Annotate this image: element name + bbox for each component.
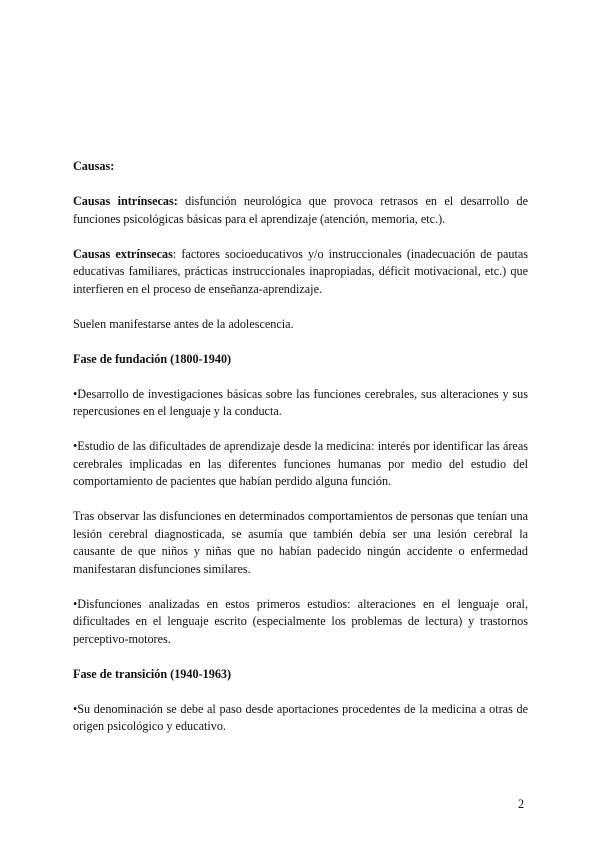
extrinsic-causes-text: : factores socioeducativos y/o instruccionales (inadecuación de pautas educativas familiares, prácticas instruccionales inapropiadas, déficit motivacional, etc.) que interfieren en el proceso de enseñanza-aprendizaje. (73, 246, 528, 296)
paragraph-onset: Suelen manifestarse antes de la adolescencia. (73, 316, 294, 331)
paragraph-intrinsic-causes (73, 193, 528, 228)
page-number: 2 (518, 797, 525, 811)
paragraph-foundation-3: Tras observar las disfunciones en determinados comportamientos de personas que tenían una lesión cerebral diagnosticada, se asumía que también debía ser una lesión cerebral la causante de que niños y niñas que no habían padecido ningún accidente o enfermedad manifestaran disfunciones similares. (73, 509, 528, 576)
intrinsic-causes-lead: Causas intrínsecas: (73, 194, 178, 208)
paragraph-extrinsic-causes (73, 246, 528, 299)
paragraph-transition-1: •Su denominación se debe al paso desde aportaciones procedentes de la medicina a otras de origen psicológico y educativo. (73, 701, 528, 733)
extrinsic-causes-lead: Causas extrínsecas (73, 246, 173, 261)
heading-foundation-phase: Fase de fundación (1800-1940) (73, 351, 232, 366)
heading-causes: Causas: (73, 159, 115, 173)
paragraph-foundation-4: •Disfunciones analizadas en estos primeros estudios: alteraciones en el lenguaje oral, dificultades en el lenguaje escrito (especialmente los problemas de lectura) y trastornos perceptivo-motores. (73, 596, 528, 646)
intrinsic-causes-text: disfunción neurológica que provoca retrasos en el desarrollo de funciones psicológicas básicas para el aprendizaje (atención, memoria, etc.). (73, 194, 528, 226)
paragraph-foundation-1: •Desarrollo de investigaciones básicas sobre las funciones cerebrales, sus alteraciones y sus repercusiones en el lenguaje y la conducta. (73, 386, 528, 418)
document-body (73, 158, 528, 753)
heading-transition-phase: Fase de transición (1940-1963) (73, 666, 232, 681)
paragraph-foundation-2: •Estudio de las dificultades de aprendizaje desde la medicina: interés por identificar las áreas cerebrales implicadas en las diferentes funciones humanas por medio del estudio del comportamiento de pacientes que habían perdido alguna función. (73, 439, 528, 488)
